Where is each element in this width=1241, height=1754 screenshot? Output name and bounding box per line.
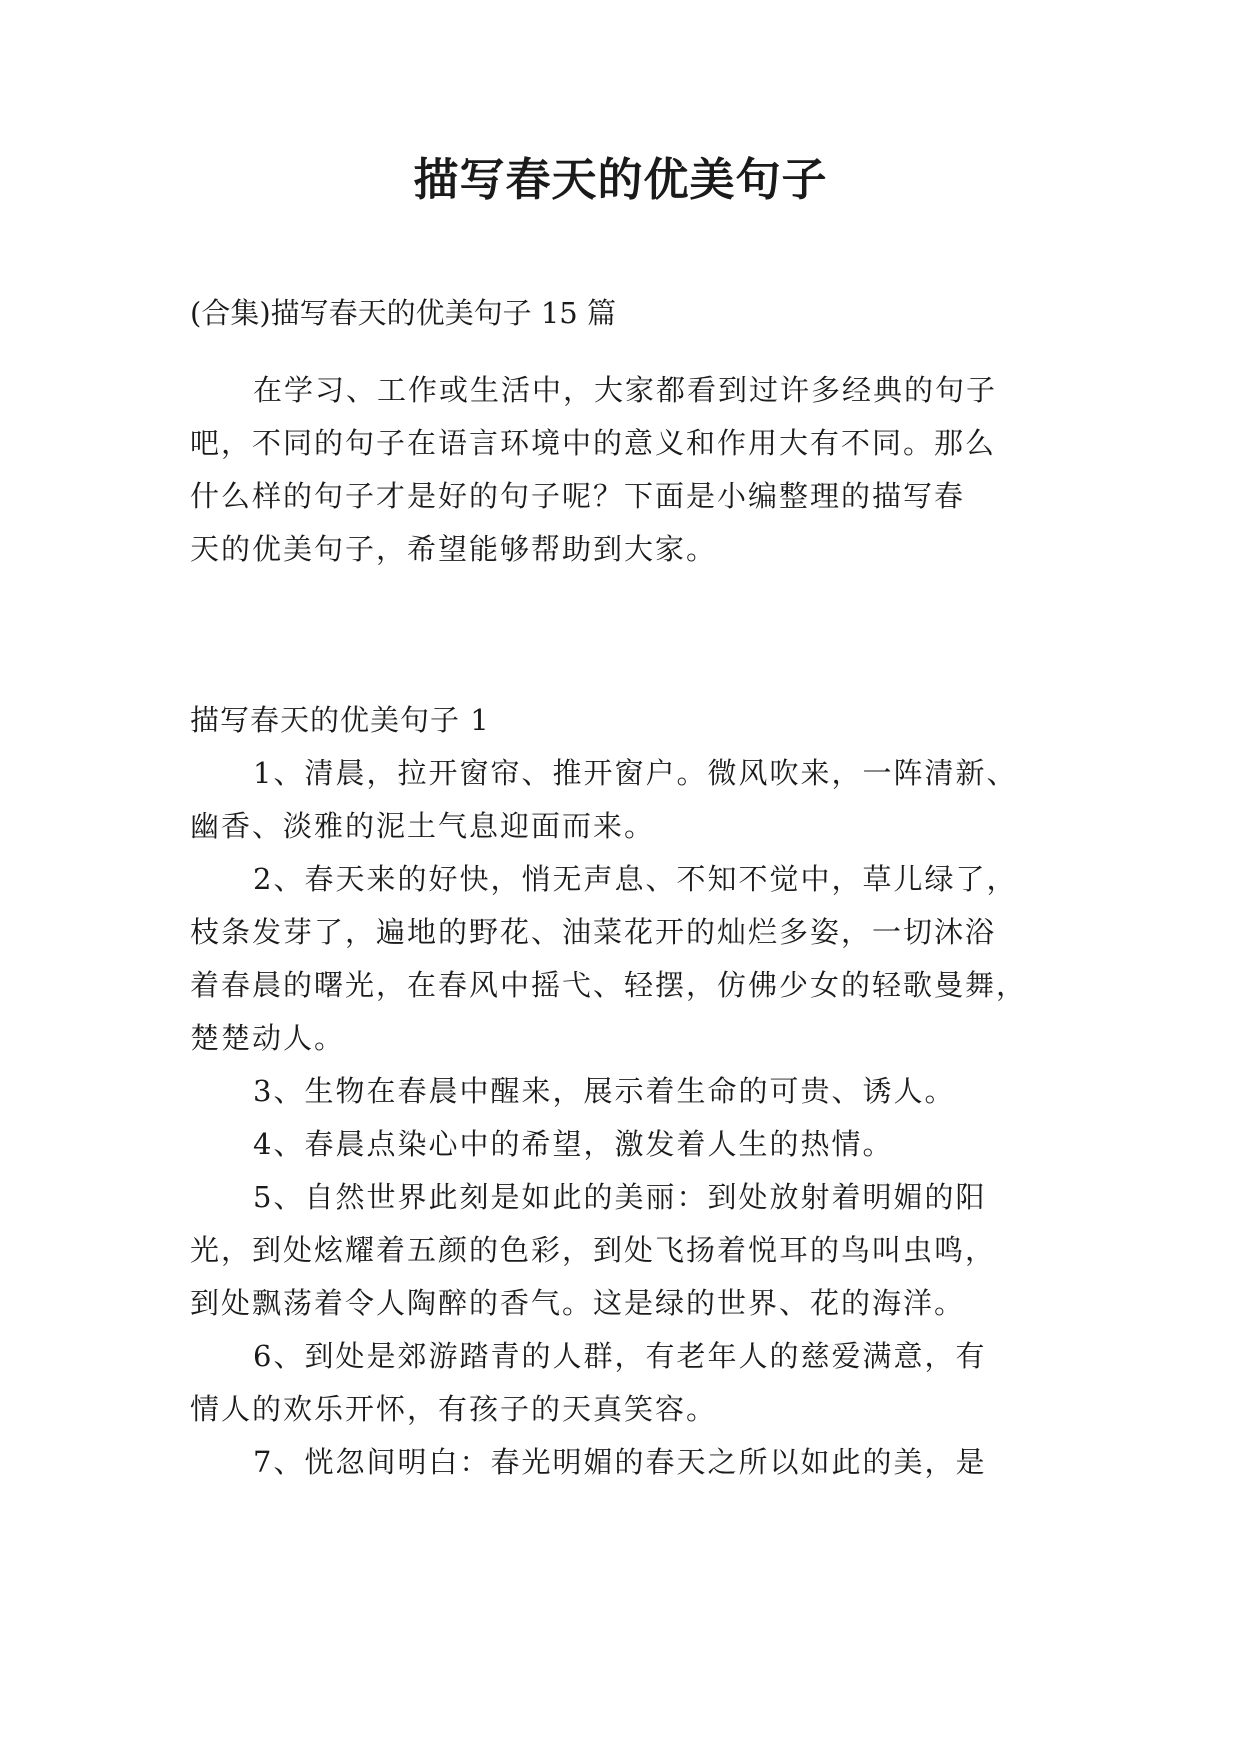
body-line: 5、自然世界此刻是如此的美丽：到处放射着明媚的阳 [253,1180,987,1214]
document-subtitle: (合集)描写春天的优美句子 15 篇 [190,296,616,330]
body-line: 1、清晨，拉开窗帘、推开窗户。微风吹来，一阵清新、 [253,756,1018,790]
body-line: 到处飘荡着令人陶醉的香气。这是绿的世界、花的海洋。 [190,1286,966,1320]
body-line: 3、生物在春晨中醒来，展示着生命的可贵、诱人。 [253,1074,956,1108]
body-line: 楚楚动人。 [190,1021,346,1055]
body-line: 枝条发芽了，遍地的野花、油菜花开的灿烂多姿，一切沐浴 [190,915,997,949]
intro-line: 在学习、工作或生活中，大家都看到过许多经典的句子 [253,373,998,407]
body-line: 情人的欢乐开怀，有孩子的天真笑容。 [190,1392,718,1426]
intro-line: 吧，不同的句子在语言环境中的意义和作用大有不同。那么 [190,426,997,460]
body-line: 着春晨的曙光，在春风中摇弋、轻摆，仿佛少女的轻歌曼舞， [190,968,1028,1002]
body-line: 幽香、淡雅的泥土气息迎面而来。 [190,809,656,843]
body-line: 4、春晨点染心中的希望，激发着人生的热情。 [253,1127,894,1161]
intro-line: 什么样的句子才是好的句子呢？下面是小编整理的描写春 [190,479,966,513]
body-line: 光，到处炫耀着五颜的色彩，到处飞扬着悦耳的鸟叫虫鸣， [190,1233,997,1267]
intro-line: 天的优美句子，希望能够帮助到大家。 [190,532,718,566]
section-heading: 描写春天的优美句子 1 [190,703,490,737]
body-line: 7、恍忽间明白：春光明媚的春天之所以如此的美，是 [253,1445,987,1479]
body-line: 6、到处是郊游踏青的人群，有老年人的慈爱满意，有 [253,1339,987,1373]
document-title: 描写春天的优美句子 [413,153,828,206]
body-line: 2、春天来的好快，悄无声息、不知不觉中，草儿绿了， [253,862,1018,896]
